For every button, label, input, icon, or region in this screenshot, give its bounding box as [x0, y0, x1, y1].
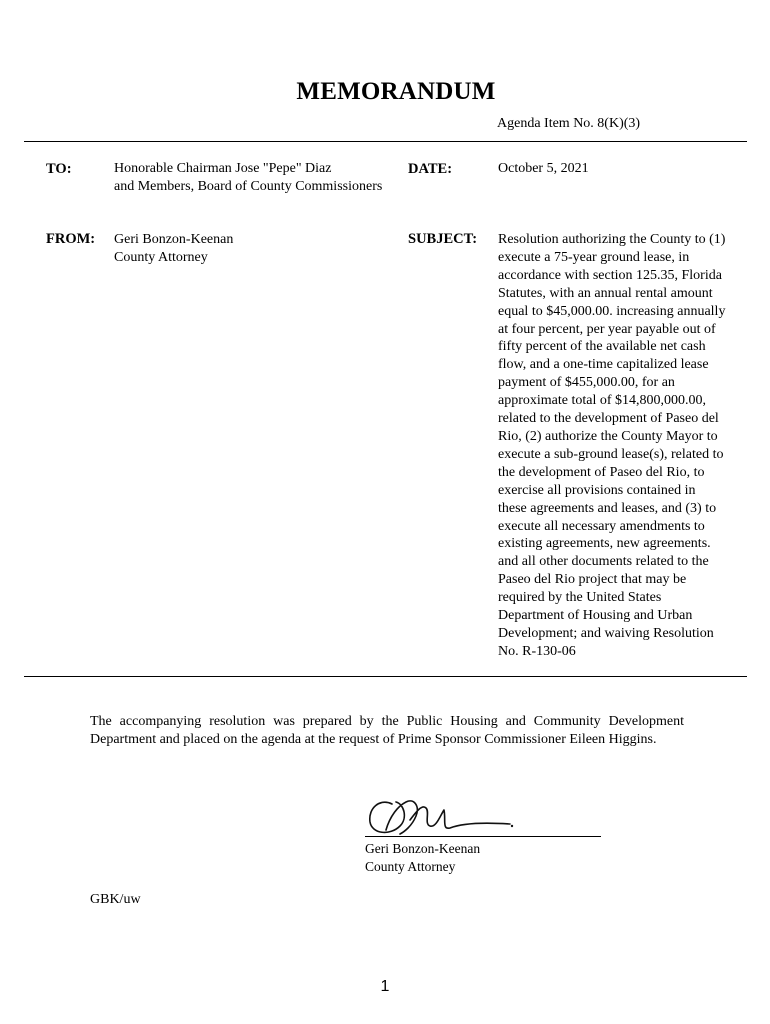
- subject-text: [498, 231, 748, 661]
- signature-block: [365, 840, 480, 875]
- subject-line: fifty percent of the available net cash: [498, 339, 706, 355]
- signature-line: [365, 836, 601, 837]
- subject-line: equal to $45,000.00. increasing annually: [498, 303, 726, 319]
- bottom-divider: [24, 676, 747, 677]
- to-line-2: and Members, Board of County Commissioners: [114, 179, 383, 194]
- subject-line: Department of Housing and Urban: [498, 608, 693, 624]
- memo-title: MEMORANDUM: [296, 78, 496, 105]
- page-number: 1: [380, 978, 390, 995]
- to-recipients: [114, 160, 382, 196]
- subject-line: approximate total of $14,800,000.00,: [498, 393, 707, 409]
- from-line-1: Geri Bonzon-Keenan: [114, 232, 234, 247]
- subject-line: Development; and waiving Resolution: [498, 625, 714, 641]
- handwritten-signature: [360, 790, 530, 840]
- subject-line: required by the United States: [498, 590, 662, 606]
- subject-line: existing agreements, new agreements.: [498, 536, 711, 552]
- date-value: October 5, 2021: [498, 161, 589, 176]
- subject-line: Statutes, with an annual rental amount: [498, 285, 713, 301]
- subject-line: and all other documents related to the: [498, 554, 709, 570]
- subject-line: execute a 75-year ground lease, in: [498, 249, 690, 265]
- subject-line: No. R-130-06: [498, 643, 576, 659]
- subject-line: payment of $455,000.00, for an: [498, 375, 675, 391]
- subject-label: SUBJECT:: [408, 231, 478, 247]
- subject-line: Rio, (2) authorize the County Mayor to: [498, 428, 718, 444]
- subject-line: Resolution authorizing the County to (1): [498, 232, 726, 247]
- subject-line: exercise all provisions contained in: [498, 482, 696, 498]
- subject-line: flow, and a one-time capitalized lease: [498, 357, 709, 373]
- subject-line: execute all necessary amendments to: [498, 518, 705, 534]
- from-label: FROM:: [46, 231, 96, 247]
- subject-line: related to the development of Paseo del: [498, 411, 719, 427]
- to-line-1: Honorable Chairman Jose "Pepe" Diaz: [114, 161, 332, 176]
- signatory-name: Geri Bonzon-Keenan: [365, 841, 481, 856]
- signatory-title: County Attorney: [365, 858, 456, 874]
- subject-line: Paseo del Rio project that may be: [498, 572, 687, 588]
- subject-line: at four percent, per year payable out of: [498, 321, 716, 337]
- subject-line: accordance with section 125.35, Florida: [498, 267, 722, 283]
- subject-line: execute a sub-ground lease(s), related to: [498, 446, 724, 462]
- subject-line: the development of Paseo del Rio, to: [498, 464, 705, 480]
- date-label: DATE:: [408, 161, 453, 177]
- to-label: TO:: [46, 161, 72, 177]
- memo-body-paragraph: The accompanying resolution was prepared by the Public Housing and Community Development Department and placed on the agenda at the request of Prime Sponsor Commissioner Eileen Higgins.: [90, 714, 684, 747]
- typist-initials: GBK/uw: [90, 892, 141, 907]
- from-line-2: County Attorney: [114, 250, 208, 265]
- subject-line: these agreements and leases, and (3) to: [498, 500, 717, 516]
- agenda-item-number: Agenda Item No. 8(K)(3): [497, 116, 641, 131]
- from-sender: [114, 231, 233, 267]
- top-divider: [24, 141, 747, 142]
